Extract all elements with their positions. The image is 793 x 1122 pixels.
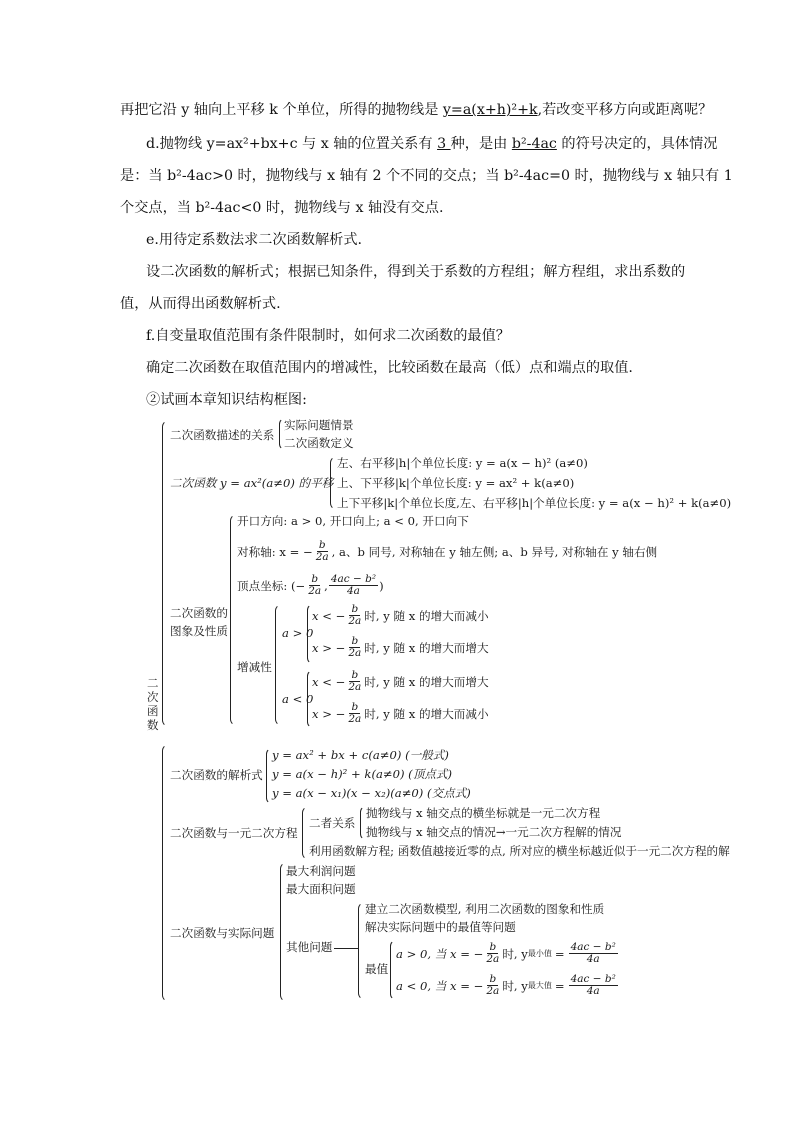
translation-label: 二次函数 y = ax²(a≠0) 的平移: [170, 476, 334, 490]
text-span: ,若改变平移方向或距离呢？: [537, 102, 713, 118]
monotonicity-label: 增减性: [237, 660, 272, 674]
fraction: [484, 974, 501, 997]
text-span: a > 0, 当 x = −: [396, 946, 484, 961]
monotonic-row: [312, 670, 489, 693]
practical-item: 最大面积问题: [286, 882, 356, 896]
practical-label: 二次函数与实际问题: [170, 926, 275, 940]
formula-item: y = a(x − x₁)(x − x₂)(a≠0) (交点式): [272, 786, 471, 800]
text-span: ,: [324, 578, 328, 593]
text-span: 的符号决定的，具体情况: [556, 136, 718, 152]
paragraph-f-body: 确定二次函数在取值范围内的增减性，比较函数在最高（低）点和端点的取值.: [146, 360, 633, 376]
fraction: [484, 942, 501, 965]
monotonic-row: [312, 702, 489, 725]
discriminant: b²-4ac: [511, 136, 557, 152]
denominator: 2a: [486, 985, 500, 997]
text-span: a < 0, 当 x = −: [396, 978, 484, 993]
translation-item: 上下平移|k|个单位长度,左、右平移|h|个单位长度: y = a(x − h)² + k(a≠0): [337, 496, 732, 510]
translation-formula: y=a(x+h)²+k: [442, 102, 538, 118]
numerator: b: [351, 603, 359, 615]
paragraph-e-end: 值，从而得出函数解析式.: [120, 296, 281, 312]
denominator: 4a: [586, 985, 600, 997]
a-positive-label: a > 0: [282, 626, 314, 640]
brace: [358, 902, 365, 1000]
translation-item: 左、右平移|h|个单位长度: y = a(x − h)² (a≠0): [337, 456, 588, 470]
numerator: b: [489, 941, 497, 953]
extreme-label: 最值: [365, 962, 389, 976]
other-item: 解决实际问题中的最值等问题: [365, 920, 516, 934]
denominator: 2a: [348, 713, 362, 725]
vertical-title: 二次函数: [147, 676, 159, 732]
numerator: b: [318, 539, 326, 551]
relation-item: 抛物线与 x 轴交点的情况→一元二次方程解的情况: [366, 825, 622, 839]
other-item: 建立二次函数模型, 利用二次函数的图象和性质: [365, 902, 605, 916]
translation-item: 上、下平移|k|个单位长度: y = ax² + k(a≠0): [337, 476, 575, 490]
numerator: b: [351, 669, 359, 681]
denominator: 4a: [347, 585, 360, 597]
monotonic-row: [312, 636, 489, 659]
paragraph-d-cont: 是：当 b²-4ac>0 时，抛物线与 x 轴有 2 个不同的交点；当 b²-4ac=0 时，抛物线与 x 轴只有 1: [120, 168, 733, 184]
denominator: 4a: [586, 953, 600, 965]
extreme-row: a < 0, 当 x = − $\frac{b}{2a}$ 时, y 最大值 = $\frac{\text{4ac − b²}}{4a}$: [396, 973, 616, 997]
outer-brace-1: [162, 420, 171, 727]
relation-item: 二次函数定义: [284, 436, 354, 450]
text-span: 时, y 随 x 的增大而增大: [364, 640, 489, 655]
text-span: 时, y: [502, 978, 528, 993]
formula-item: y = a(x − h)² + k(a≠0) (顶点式): [272, 767, 453, 781]
monotonic-row: [312, 604, 489, 627]
numerator: 4ac − b²: [570, 941, 616, 953]
equation-label: 二次函数与一元二次方程: [170, 826, 298, 840]
fraction: [314, 540, 331, 563]
text-span: d.抛物线 y=ax²+bx+c 与 x 轴的位置关系有: [146, 136, 438, 152]
extreme-row: a > 0, 当 x = − $\frac{b}{2a}$ 时, y 最小值 = $\frac{\text{4ac − b²}}{4a}$: [396, 941, 616, 965]
paragraph-e-body: 设二次函数的解析式；根据已知条件，得到关于系数的方程组；解方程组，求出系数的: [146, 264, 686, 280]
text-span: 时, y: [502, 946, 528, 961]
answer-blank: 3: [437, 136, 451, 152]
brace: [230, 514, 237, 726]
equation-item: 利用函数解方程; 函数值越接近零的点, 所对应的横坐标越近似于一元二次方程的解: [309, 844, 730, 858]
brace: [330, 456, 337, 510]
text-span: x > −: [312, 706, 346, 721]
relation-item: 抛物线与 x 轴交点的横坐标就是一元二次方程: [366, 806, 601, 820]
text-span: x < −: [312, 674, 346, 689]
paragraph-d: [146, 134, 718, 154]
fraction: [346, 636, 363, 659]
denominator: 2a: [348, 615, 362, 627]
numerator: b: [351, 635, 359, 647]
text-span: x > −: [312, 640, 346, 655]
practical-item: 最大利润问题: [286, 864, 356, 878]
text-span: 时, y 随 x 的增大而减小: [364, 608, 489, 623]
text-span: =: [554, 946, 565, 961]
graph-label: 图象及性质: [170, 624, 228, 638]
paragraph-d-end: 个交点，当 b²-4ac<0 时，抛物线与 x 轴没有交点.: [120, 200, 444, 216]
fraction: [346, 670, 363, 693]
text-span: x < −: [312, 608, 346, 623]
vertex-coordinates: [237, 574, 384, 597]
denominator: 2a: [348, 647, 362, 659]
text-span: 时, y 随 x 的增大而减小: [364, 706, 489, 721]
text-span: ): [379, 578, 384, 593]
text-span: 种，是由: [450, 136, 512, 152]
text-span: 时, y 随 x 的增大而增大: [364, 674, 489, 689]
opening-direction: 开口方向: a > 0, 开口向上; a < 0, 开口向下: [237, 514, 469, 528]
text-span: =: [554, 978, 565, 993]
denominator: 2a: [315, 551, 329, 563]
text-span: 对称轴: x = −: [237, 544, 313, 559]
other-label: 其他问题: [286, 940, 333, 954]
denominator: 2a: [486, 953, 500, 965]
paragraph-translation: [120, 100, 713, 120]
denominator: 2a: [308, 585, 322, 597]
fraction: [346, 702, 363, 725]
text-span: 顶点坐标: (−: [237, 578, 306, 593]
numerator: 4ac − b²: [330, 573, 377, 585]
fraction: [329, 574, 378, 597]
numerator: b: [351, 701, 359, 713]
symmetry-axis: [237, 540, 657, 563]
fraction: [569, 942, 618, 965]
outer-brace-2: [162, 744, 171, 1002]
paragraph-e: e.用待定系数法求二次函数解析式.: [146, 232, 363, 248]
brace: [275, 604, 282, 726]
formula-label: 二次函数的解析式: [170, 768, 263, 782]
numerator: b: [311, 573, 319, 585]
relation-item: 实际问题情景: [284, 418, 354, 432]
denominator: 2a: [348, 681, 362, 693]
connector-line: [334, 948, 358, 949]
graph-label: 二次函数的: [170, 606, 228, 620]
formula-item: y = ax² + bx + c(a≠0) (一般式): [272, 748, 449, 762]
paragraph-f: f.自变量取值范围有条件限制时，如何求二次函数的最值？: [146, 328, 510, 344]
numerator: b: [489, 973, 497, 985]
numerator: 4ac − b²: [570, 973, 616, 985]
relation-label: 二次函数描述的关系: [170, 428, 275, 442]
fraction: [346, 604, 363, 627]
fraction: [569, 974, 618, 997]
brace: [302, 806, 309, 860]
paragraph-diagram-intro: ②试画本章知识结构框图:: [146, 392, 307, 408]
fraction: [306, 574, 323, 597]
a-negative-label: a < 0: [282, 692, 314, 706]
text-span: 再把它沿 y 轴向上平移 k 个单位，所得的抛物线是: [120, 102, 443, 118]
relation-label: 二者关系: [309, 816, 356, 830]
text-span: , a、b 同号, 对称轴在 y 轴左侧; a、b 异号, 对称轴在 y 轴右侧: [331, 544, 658, 559]
